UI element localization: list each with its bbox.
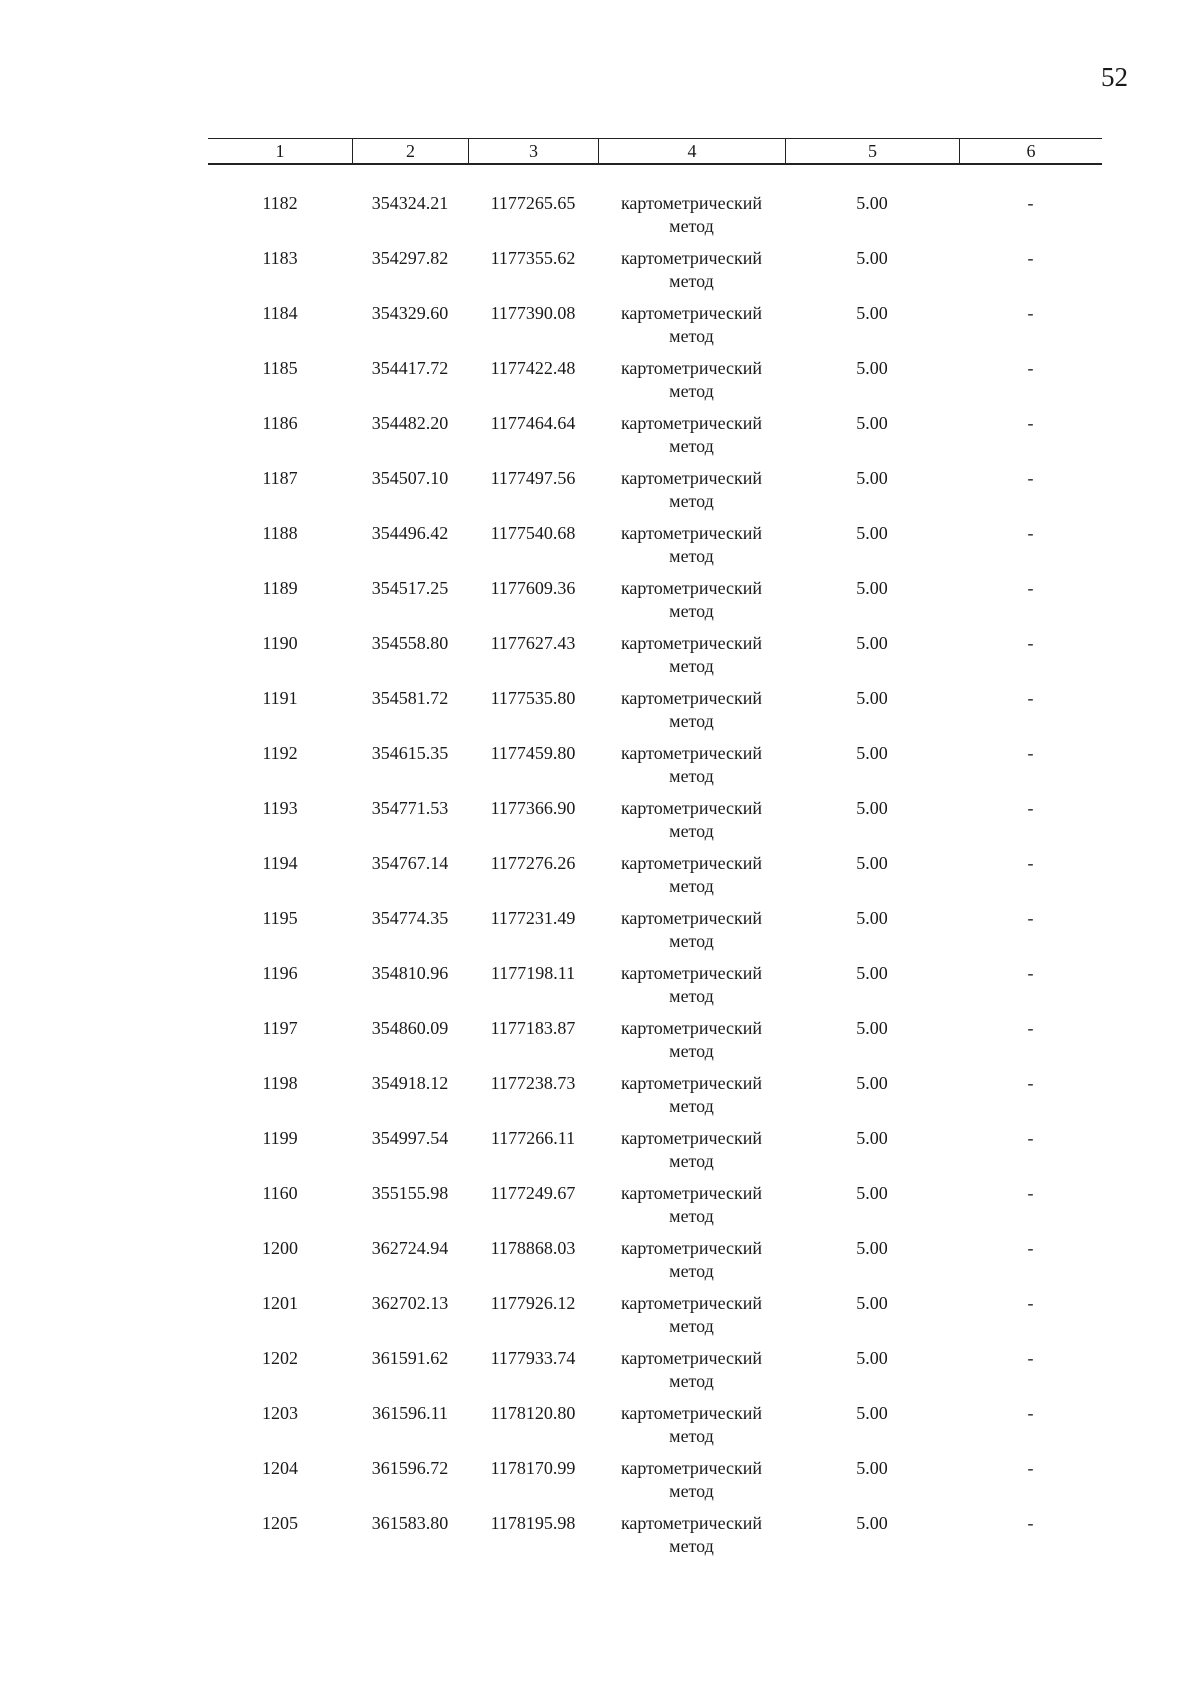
note-cell: -: [1027, 1073, 1034, 1093]
note-cell: -: [1027, 633, 1034, 653]
method-line-2: метод: [669, 766, 714, 786]
table-row: [208, 522, 1102, 577]
note-cell: -: [1027, 193, 1034, 213]
x-coordinate-cell: 361596.72: [371, 1458, 449, 1478]
table-row: [208, 687, 1102, 742]
x-coordinate-cell: 354918.12: [371, 1073, 449, 1093]
method-cell: [598, 1072, 785, 1118]
method-cell: [598, 852, 785, 898]
table-row: [208, 1127, 1102, 1182]
method-line-1: картометрический: [620, 1073, 763, 1093]
method-cell: [598, 1512, 785, 1558]
y-coordinate-cell: 1177422.48: [490, 358, 576, 378]
precision-cell: 5.00: [856, 193, 888, 213]
point-number-cell: 1160: [262, 1183, 298, 1203]
y-coordinate-cell: 1177535.80: [490, 688, 576, 708]
precision-cell: 5.00: [856, 688, 888, 708]
y-coordinate-cell: 1177390.08: [490, 303, 576, 323]
method-cell: [598, 1182, 785, 1228]
y-coordinate-cell: 1177926.12: [490, 1293, 576, 1313]
point-number-cell: 1186: [262, 413, 298, 433]
method-line-1: картометрический: [620, 358, 763, 378]
table-row: [208, 412, 1102, 467]
table-row: [208, 577, 1102, 632]
point-number-cell: 1196: [262, 963, 298, 983]
table-row: [208, 1402, 1102, 1457]
method-line-1: картометрический: [620, 413, 763, 433]
coordinates-table: [208, 138, 1102, 1556]
y-coordinate-cell: 1177198.11: [490, 963, 576, 983]
note-cell: -: [1027, 908, 1034, 928]
note-cell: -: [1027, 1183, 1034, 1203]
method-line-1: картометрический: [620, 303, 763, 323]
precision-cell: 5.00: [856, 1513, 888, 1533]
table-row: [208, 192, 1102, 247]
point-number-cell: 1203: [262, 1403, 298, 1423]
precision-cell: 5.00: [856, 1183, 888, 1203]
x-coordinate-cell: 361583.80: [371, 1513, 449, 1533]
method-cell: [598, 1457, 785, 1503]
method-cell: [598, 192, 785, 238]
precision-cell: 5.00: [856, 798, 888, 818]
method-line-2: метод: [669, 326, 714, 346]
note-cell: -: [1027, 688, 1034, 708]
method-line-2: метод: [669, 381, 714, 401]
table-row: [208, 1017, 1102, 1072]
x-coordinate-cell: 354507.10: [371, 468, 449, 488]
table-row: [208, 632, 1102, 687]
method-line-1: картометрический: [620, 1513, 763, 1533]
method-cell: [598, 632, 785, 678]
x-coordinate-cell: 354496.42: [371, 523, 449, 543]
method-line-2: метод: [669, 1426, 714, 1446]
method-line-1: картометрический: [620, 1293, 763, 1313]
note-cell: -: [1027, 1238, 1034, 1258]
precision-cell: 5.00: [856, 853, 888, 873]
x-coordinate-cell: 362724.94: [371, 1238, 449, 1258]
note-cell: -: [1027, 358, 1034, 378]
note-cell: -: [1027, 523, 1034, 543]
method-line-2: метод: [669, 546, 714, 566]
precision-cell: 5.00: [856, 578, 888, 598]
table-row: [208, 1292, 1102, 1347]
point-number-cell: 1184: [262, 303, 298, 323]
method-cell: [598, 1127, 785, 1173]
precision-cell: 5.00: [856, 1293, 888, 1313]
x-coordinate-cell: 354860.09: [371, 1018, 449, 1038]
x-coordinate-cell: 354767.14: [371, 853, 449, 873]
y-coordinate-cell: 1178195.98: [490, 1513, 576, 1533]
x-coordinate-cell: 354324.21: [371, 193, 449, 213]
method-cell: [598, 1017, 785, 1063]
precision-cell: 5.00: [856, 908, 888, 928]
y-coordinate-cell: 1178868.03: [490, 1238, 576, 1258]
header-cell-6: 6: [959, 139, 1102, 163]
method-line-2: метод: [669, 1206, 714, 1226]
x-coordinate-cell: 354615.35: [371, 743, 449, 763]
header-cell-2: 2: [352, 139, 468, 163]
table-row: [208, 1182, 1102, 1237]
y-coordinate-cell: 1177464.64: [490, 413, 576, 433]
method-line-1: картометрический: [620, 853, 763, 873]
method-line-1: картометрический: [620, 248, 763, 268]
point-number-cell: 1189: [262, 578, 298, 598]
point-number-cell: 1190: [262, 633, 298, 653]
y-coordinate-cell: 1178120.80: [490, 1403, 576, 1423]
y-coordinate-cell: 1177627.43: [490, 633, 576, 653]
note-cell: -: [1027, 963, 1034, 983]
point-number-cell: 1200: [262, 1238, 298, 1258]
page-number: 52: [1101, 62, 1128, 92]
y-coordinate-cell: 1177497.56: [490, 468, 576, 488]
x-coordinate-cell: 361591.62: [371, 1348, 449, 1368]
point-number-cell: 1201: [262, 1293, 298, 1313]
point-number-cell: 1192: [262, 743, 298, 763]
precision-cell: 5.00: [856, 1238, 888, 1258]
method-line-1: картометрический: [620, 193, 763, 213]
y-coordinate-cell: 1177609.36: [490, 578, 576, 598]
method-line-2: метод: [669, 491, 714, 511]
note-cell: -: [1027, 1403, 1034, 1423]
x-coordinate-cell: 354558.80: [371, 633, 449, 653]
method-cell: [598, 302, 785, 348]
table-row: [208, 467, 1102, 522]
method-line-2: метод: [669, 1096, 714, 1116]
note-cell: -: [1027, 1128, 1034, 1148]
precision-cell: 5.00: [856, 358, 888, 378]
method-line-1: картометрический: [620, 1128, 763, 1148]
method-line-2: метод: [669, 1481, 714, 1501]
x-coordinate-cell: 362702.13: [371, 1293, 449, 1313]
method-line-2: метод: [669, 656, 714, 676]
precision-cell: 5.00: [856, 1403, 888, 1423]
point-number-cell: 1193: [262, 798, 298, 818]
y-coordinate-cell: 1177238.73: [490, 1073, 576, 1093]
method-line-2: метод: [669, 821, 714, 841]
table-row: [208, 1237, 1102, 1292]
precision-cell: 5.00: [856, 523, 888, 543]
precision-cell: 5.00: [856, 468, 888, 488]
y-coordinate-cell: 1177459.80: [490, 743, 576, 763]
y-coordinate-cell: 1177366.90: [490, 798, 576, 818]
method-line-1: картометрический: [620, 1183, 763, 1203]
method-line-2: метод: [669, 601, 714, 621]
table-row: [208, 1347, 1102, 1402]
x-coordinate-cell: 354581.72: [371, 688, 449, 708]
method-line-2: метод: [669, 216, 714, 236]
method-cell: [598, 797, 785, 843]
table-row: [208, 302, 1102, 357]
method-line-1: картометрический: [620, 963, 763, 983]
method-cell: [598, 1292, 785, 1338]
x-coordinate-cell: 355155.98: [371, 1183, 449, 1203]
precision-cell: 5.00: [856, 248, 888, 268]
precision-cell: 5.00: [856, 1073, 888, 1093]
header-cell-5: 5: [785, 139, 959, 163]
note-cell: -: [1027, 413, 1034, 433]
method-line-2: метод: [669, 271, 714, 291]
method-line-2: метод: [669, 1151, 714, 1171]
precision-cell: 5.00: [856, 1458, 888, 1478]
method-cell: [598, 962, 785, 1008]
note-cell: -: [1027, 1348, 1034, 1368]
method-line-2: метод: [669, 436, 714, 456]
table-row: [208, 852, 1102, 907]
method-line-1: картометрический: [620, 1348, 763, 1368]
method-cell: [598, 1402, 785, 1448]
method-cell: [598, 247, 785, 293]
note-cell: -: [1027, 798, 1034, 818]
point-number-cell: 1187: [262, 468, 298, 488]
method-line-2: метод: [669, 986, 714, 1006]
y-coordinate-cell: 1177249.67: [490, 1183, 576, 1203]
point-number-cell: 1205: [262, 1513, 298, 1533]
method-line-1: картометрический: [620, 633, 763, 653]
method-line-1: картометрический: [620, 1238, 763, 1258]
method-line-1: картометрический: [620, 908, 763, 928]
point-number-cell: 1191: [262, 688, 298, 708]
point-number-cell: 1185: [262, 358, 298, 378]
method-line-1: картометрический: [620, 1018, 763, 1038]
method-line-2: метод: [669, 1536, 714, 1556]
point-number-cell: 1188: [262, 523, 298, 543]
table-row: [208, 907, 1102, 962]
table-row: [208, 1072, 1102, 1127]
method-line-1: картометрический: [620, 468, 763, 488]
x-coordinate-cell: 354771.53: [371, 798, 449, 818]
method-line-2: метод: [669, 876, 714, 896]
method-line-2: метод: [669, 1316, 714, 1336]
method-line-2: метод: [669, 711, 714, 731]
table-row: [208, 1512, 1102, 1567]
x-coordinate-cell: 361596.11: [372, 1403, 448, 1423]
table-row: [208, 797, 1102, 852]
method-cell: [598, 577, 785, 623]
method-cell: [598, 522, 785, 568]
method-line-1: картометрический: [620, 1403, 763, 1423]
y-coordinate-cell: 1177933.74: [490, 1348, 576, 1368]
header-cell-3: 3: [468, 139, 598, 163]
precision-cell: 5.00: [856, 303, 888, 323]
y-coordinate-cell: 1177183.87: [490, 1018, 576, 1038]
precision-cell: 5.00: [856, 1348, 888, 1368]
x-coordinate-cell: 354482.20: [371, 413, 449, 433]
y-coordinate-cell: 1177231.49: [490, 908, 576, 928]
table-body: [208, 192, 1102, 1567]
method-cell: [598, 467, 785, 513]
note-cell: -: [1027, 303, 1034, 323]
method-cell: [598, 412, 785, 458]
note-cell: -: [1027, 248, 1034, 268]
x-coordinate-cell: 354517.25: [371, 578, 449, 598]
point-number-cell: 1204: [262, 1458, 298, 1478]
x-coordinate-cell: 354774.35: [371, 908, 449, 928]
point-number-cell: 1182: [262, 193, 298, 213]
note-cell: -: [1027, 1018, 1034, 1038]
y-coordinate-cell: 1177266.11: [490, 1128, 576, 1148]
precision-cell: 5.00: [856, 413, 888, 433]
x-coordinate-cell: 354810.96: [371, 963, 449, 983]
point-number-cell: 1202: [262, 1348, 298, 1368]
method-cell: [598, 907, 785, 953]
table-row: [208, 962, 1102, 1017]
y-coordinate-cell: 1178170.99: [490, 1458, 576, 1478]
note-cell: -: [1027, 468, 1034, 488]
x-coordinate-cell: 354997.54: [371, 1128, 449, 1148]
method-line-1: картометрический: [620, 578, 763, 598]
point-number-cell: 1195: [262, 908, 298, 928]
method-line-2: метод: [669, 1041, 714, 1061]
precision-cell: 5.00: [856, 1128, 888, 1148]
point-number-cell: 1199: [262, 1128, 298, 1148]
method-cell: [598, 1237, 785, 1283]
method-line-2: метод: [669, 931, 714, 951]
point-number-cell: 1197: [262, 1018, 298, 1038]
table-row: [208, 1457, 1102, 1512]
header-cell-1: 1: [275, 141, 285, 161]
method-line-1: картометрический: [620, 743, 763, 763]
table-header-row: [208, 138, 1102, 165]
method-line-1: картометрический: [620, 1458, 763, 1478]
y-coordinate-cell: 1177265.65: [490, 193, 576, 213]
method-cell: [598, 357, 785, 403]
header-cell-4: 4: [598, 139, 785, 163]
table-row: [208, 247, 1102, 302]
note-cell: -: [1027, 853, 1034, 873]
table-row: [208, 357, 1102, 412]
y-coordinate-cell: 1177276.26: [490, 853, 576, 873]
method-cell: [598, 742, 785, 788]
method-line-1: картометрический: [620, 688, 763, 708]
method-cell: [598, 687, 785, 733]
x-coordinate-cell: 354417.72: [371, 358, 449, 378]
point-number-cell: 1194: [262, 853, 298, 873]
precision-cell: 5.00: [856, 963, 888, 983]
y-coordinate-cell: 1177355.62: [490, 248, 576, 268]
precision-cell: 5.00: [856, 743, 888, 763]
note-cell: -: [1027, 743, 1034, 763]
method-line-2: метод: [669, 1261, 714, 1281]
x-coordinate-cell: 354297.82: [371, 248, 449, 268]
table-row: [208, 742, 1102, 797]
method-line-2: метод: [669, 1371, 714, 1391]
method-cell: [598, 1347, 785, 1393]
y-coordinate-cell: 1177540.68: [490, 523, 576, 543]
precision-cell: 5.00: [856, 633, 888, 653]
note-cell: -: [1027, 578, 1034, 598]
note-cell: -: [1027, 1458, 1034, 1478]
note-cell: -: [1027, 1513, 1034, 1533]
x-coordinate-cell: 354329.60: [371, 303, 449, 323]
method-line-1: картометрический: [620, 523, 763, 543]
precision-cell: 5.00: [856, 1018, 888, 1038]
point-number-cell: 1198: [262, 1073, 298, 1093]
point-number-cell: 1183: [262, 248, 298, 268]
method-line-1: картометрический: [620, 798, 763, 818]
note-cell: -: [1027, 1293, 1034, 1313]
